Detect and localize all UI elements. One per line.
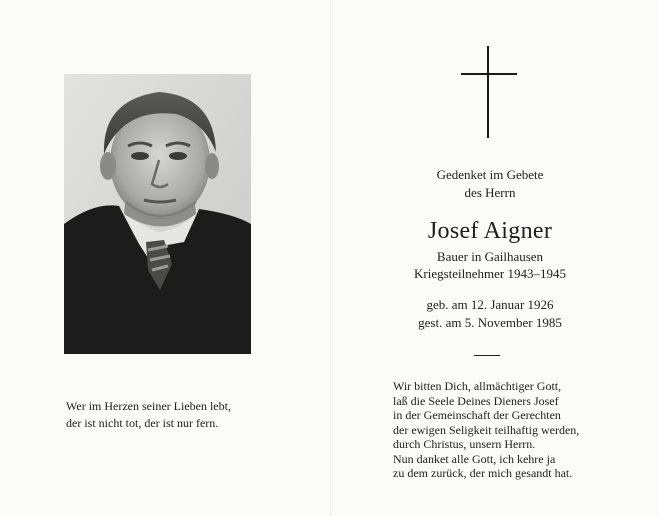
prayer-heading-line: Gedenket im Gebete bbox=[436, 167, 544, 182]
left-verse-line: der ist nicht tot, der ist nur fern. bbox=[66, 416, 219, 430]
cross-icon bbox=[461, 46, 517, 138]
cross-horizontal-bar bbox=[461, 73, 517, 75]
closing-prayer-line: durch Christus, unsern Herrn. bbox=[393, 437, 536, 451]
cross-vertical-bar bbox=[487, 46, 489, 138]
divider-line bbox=[474, 355, 500, 356]
closing-prayer-line: in der Gemeinschaft der Gerechten bbox=[393, 408, 561, 422]
birth-date: geb. am 12. Januar 1926 bbox=[426, 297, 554, 312]
left-verse-line: Wer im Herzen seiner Lieben lebt, bbox=[66, 399, 231, 413]
prayer-heading-line: des Herrn bbox=[464, 185, 516, 200]
deceased-bio bbox=[360, 248, 620, 282]
deceased-name: Josef Aigner bbox=[427, 218, 553, 244]
prayer-heading bbox=[360, 166, 620, 202]
portrait-photo bbox=[64, 74, 251, 354]
card-fold bbox=[330, 0, 331, 516]
bio-line: Kriegsteilnehmer 1943–1945 bbox=[414, 266, 566, 281]
portrait-image bbox=[64, 74, 251, 354]
closing-prayer-line: zu dem zurück, der mich gesandt hat. bbox=[393, 466, 573, 480]
closing-prayer bbox=[393, 379, 613, 481]
left-verse bbox=[66, 398, 266, 432]
closing-prayer-line: Nun danket alle Gott, ich kehre ja bbox=[393, 451, 556, 466]
death-date: gest. am 5. November 1985 bbox=[418, 315, 562, 330]
life-dates bbox=[360, 296, 620, 332]
closing-prayer-line: der ewigen Seligkeit teilhaftig werden, bbox=[393, 422, 580, 437]
bio-line: Bauer in Gailhausen bbox=[436, 249, 544, 264]
closing-prayer-line: laß die Seele Deines Dieners Josef bbox=[393, 393, 559, 408]
closing-prayer-line: Wir bitten Dich, allmächtiger Gott, bbox=[393, 379, 562, 393]
